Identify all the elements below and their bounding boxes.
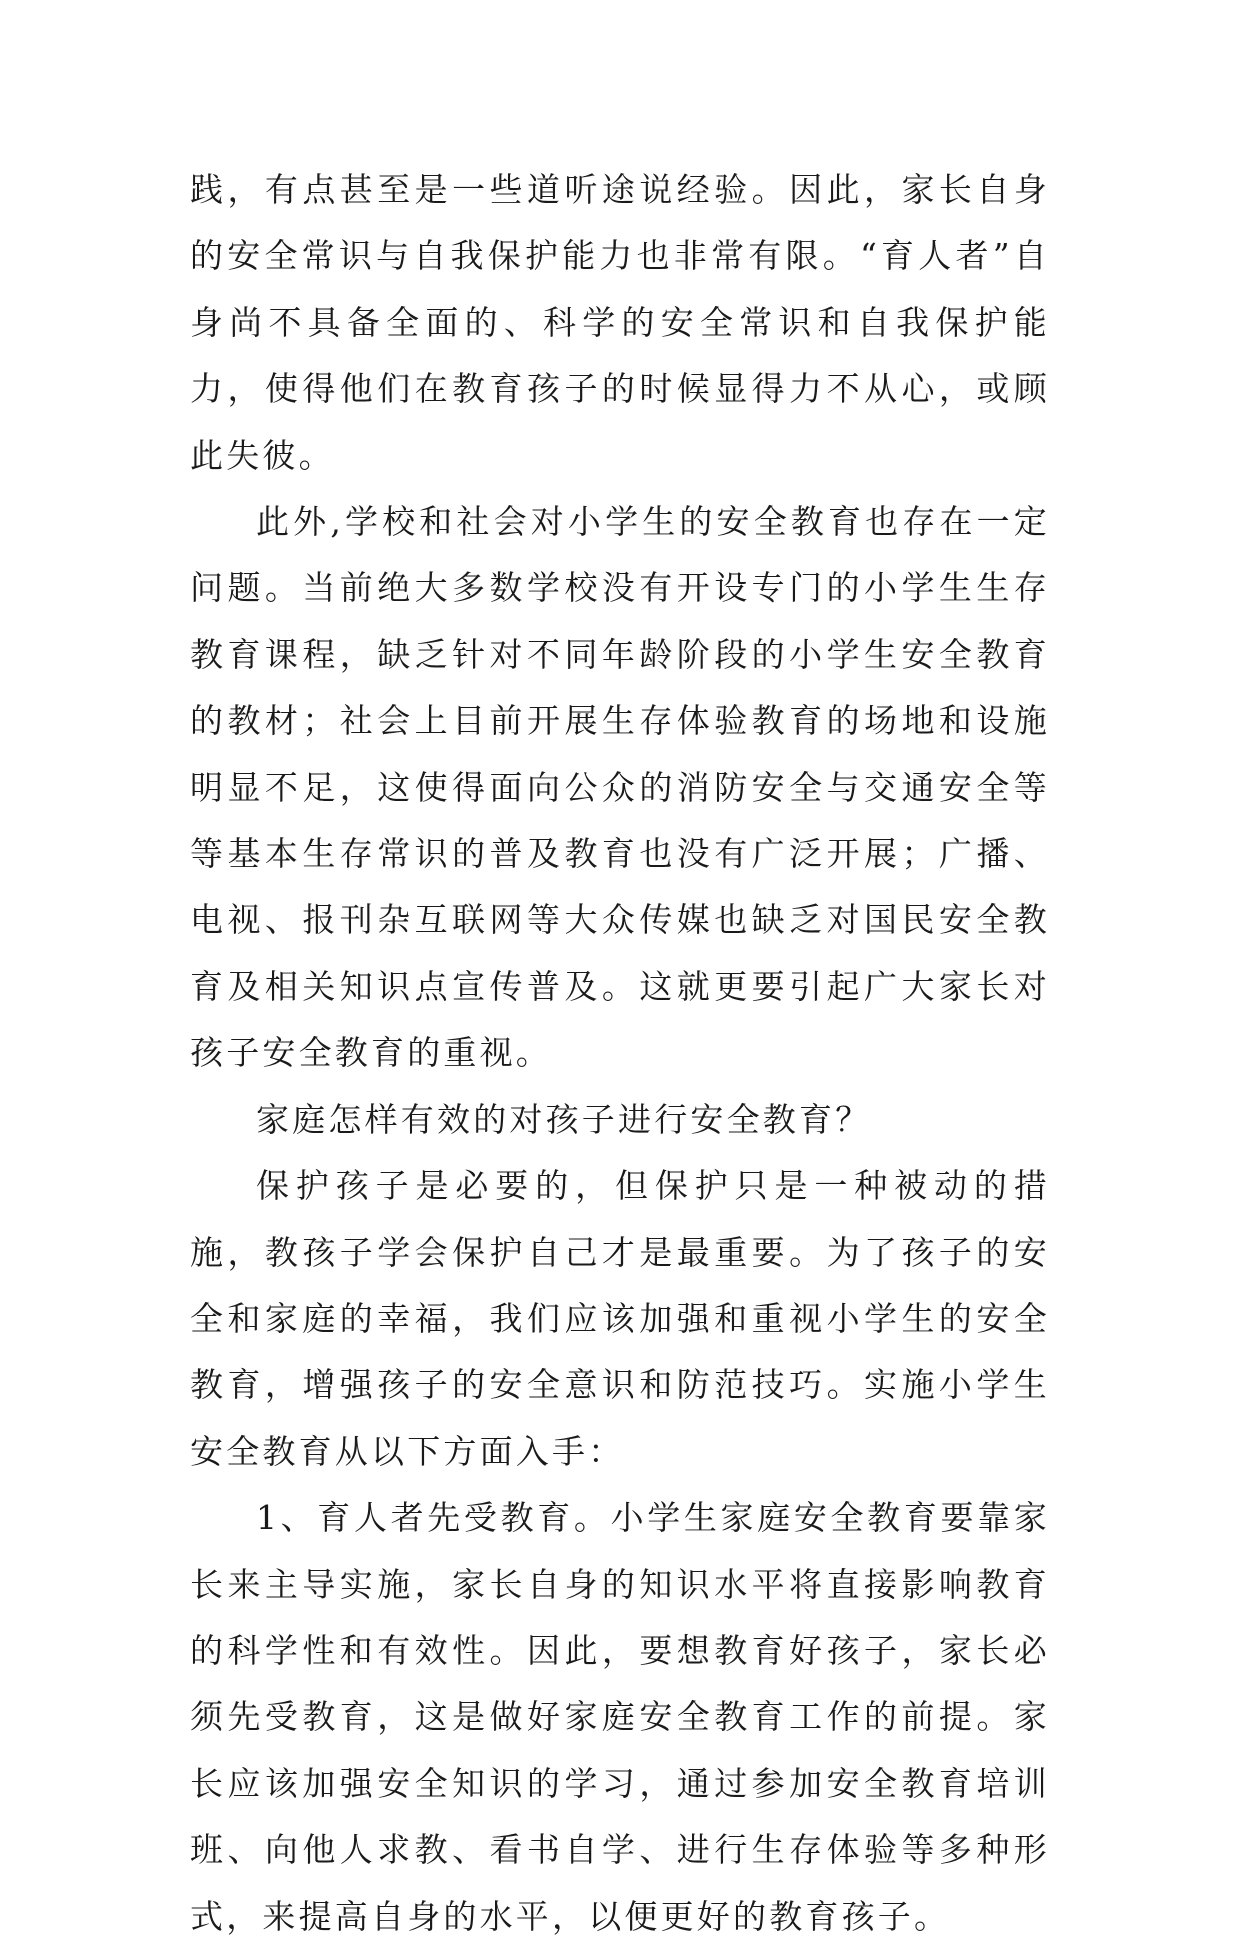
paragraph-continuation: 践，有点甚至是一些道听途说经验。因此，家长自身的安全常识与自我保护能力也非常有限。“育人者”自身尚不具备全面的、科学的安全常识和自我保护能力，使得他们在教育孩子的时候显得力不从心，或顾此失彼。 (190, 170, 1050, 475)
section-question: 家庭怎样有效的对孩子进行安全教育？ (256, 1099, 872, 1139)
paragraph-school-society: 此外,学校和社会对小学生的安全教育也存在一定问题。当前绝大多数学校没有开设专门的小学生生存教育课程，缺乏针对不同年龄阶段的小学生安全教育的教材；社会上目前开展生存体验教育的场地和设施明显不足，这使得面向公众的消防安全与交通安全等等基本生存常识的普及教育也没有广泛开展；广播、电视、报刊杂互联网等大众传媒也缺乏对国民安全教育及相关知识点宣传普及。这就更要引起广大家长对孩子安全教育的重视。 (190, 502, 1050, 1073)
document-body (190, 157, 1050, 1950)
paragraph-point-1: 1、育人者先受教育。小学生家庭安全教育要靠家长来主导实施，家长自身的知识水平将直接影响教育的科学性和有效性。因此，要想教育好孩子，家长必须先受教育，这是做好家庭安全教育工作的前提。家长应该加强安全知识的学习，通过参加安全教育培训班、向他人求教、看书自学、进行生存体验等多种形式，来提高自身的水平，以便更好的教育孩子。 (190, 1498, 1050, 1936)
paragraph-protection: 保护孩子是必要的，但保护只是一种被动的措施，教孩子学会保护自己才是最重要。为了孩子的安全和家庭的幸福，我们应该加强和重视小学生的安全教育，增强孩子的安全意识和防范技巧。实施小学生安全教育从以下方面入手： (190, 1166, 1050, 1471)
